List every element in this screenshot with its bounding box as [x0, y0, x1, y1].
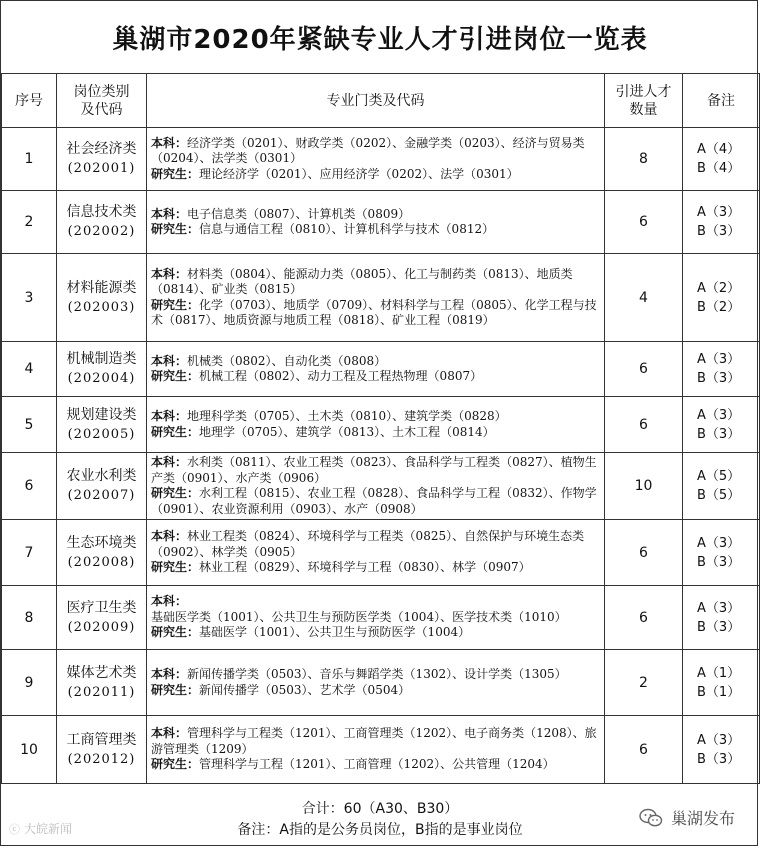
header-category-line1: 岗位类别: [73, 83, 130, 100]
row-majors: [147, 453, 605, 520]
undergrad-label: 本科：: [151, 529, 188, 544]
remark-b: B（3）: [697, 554, 741, 570]
remark-a: A（3）: [697, 732, 741, 748]
watermark-logo-icon: ⓒ: [9, 822, 20, 836]
row-remark: [683, 128, 760, 191]
header-seq: 序号: [2, 74, 57, 128]
page-title: 巢湖市2020年紧缺专业人才引进岗位一览表: [1, 1, 759, 74]
grad-label: 研究生：: [151, 369, 200, 383]
row-seq: 8: [2, 586, 57, 650]
undergrad-label: 本科：: [151, 594, 188, 609]
row-majors: [147, 397, 605, 453]
remark-a: A（4）: [697, 142, 741, 157]
grad-label: 研究生：: [151, 486, 200, 500]
remark-a: A（3）: [697, 352, 741, 367]
undergrad-line: [151, 354, 600, 370]
brand-name: 巢湖发布: [670, 809, 735, 828]
undergrad-majors: 地理科学类（0705）、土木类（0810）、建筑学类（0828）: [187, 409, 507, 423]
category-code: (202003): [67, 299, 136, 315]
row-majors: [147, 650, 605, 716]
row-count: 6: [605, 520, 683, 586]
row-count: 6: [605, 191, 683, 254]
grad-line: [151, 683, 600, 699]
undergrad-majors: 材料类（0804）、能源动力类（0805）、化工与制药类（0813）、地质类（0814）、矿业类（0815）: [151, 266, 573, 296]
grad-line: [151, 560, 600, 576]
undergrad-majors: 管理科学与工程类（1201）、工商管理类（1202）、电子商务类（1208）、旅游管理类（1209）: [151, 726, 597, 756]
category-name: 医疗卫生类: [66, 599, 137, 616]
grad-majors: 信息与通信工程（0810）、计算机科学与技术（0812）: [199, 222, 495, 236]
row-remark: [683, 254, 760, 342]
category-code: (202004): [67, 371, 136, 386]
remark-b: B（3）: [697, 751, 741, 767]
row-seq: 5: [2, 397, 57, 453]
category-code: (202005): [67, 426, 136, 442]
category-name: 机械制造类: [66, 351, 137, 367]
grad-line: [151, 757, 600, 773]
remark-a: A（3）: [697, 600, 741, 616]
row-majors: [147, 191, 605, 254]
row-count: 6: [605, 342, 683, 397]
row-remark: [683, 650, 760, 716]
row-count: 4: [605, 254, 683, 342]
grad-majors: 新闻传播学（0503）、艺术学（0504）: [199, 682, 411, 697]
header-majors: 专业门类及代码: [147, 74, 605, 128]
undergrad-label: 本科：: [151, 135, 188, 150]
category-code: (202008): [67, 554, 136, 570]
grad-line: [151, 486, 600, 517]
category-name: 工商管理类: [66, 731, 137, 748]
grad-label: 研究生：: [151, 222, 200, 236]
grad-majors: 基础医学（1001）、公共卫生与预防医学（1004）: [199, 625, 471, 640]
row-remark: [683, 716, 760, 784]
undergrad-line: [151, 409, 600, 425]
undergrad-label: 本科：: [151, 353, 188, 368]
grad-majors: 地理学（0705）、建筑学（0813）、土木工程（0814）: [199, 424, 495, 439]
row-seq: 4: [2, 342, 57, 397]
row-remark: [683, 191, 760, 254]
row-majors: [147, 586, 605, 650]
category-code: (202001): [67, 161, 136, 176]
category-code: (202002): [67, 224, 136, 239]
table-row: [2, 453, 760, 520]
category-code: (202011): [67, 684, 136, 700]
table-row: [2, 650, 760, 716]
grad-line: [151, 298, 600, 329]
row-seq: 3: [2, 254, 57, 342]
row-seq: 6: [2, 453, 57, 520]
row-seq: 2: [2, 191, 57, 254]
grad-label: 研究生：: [151, 682, 200, 697]
grad-label: 研究生：: [151, 625, 200, 640]
row-seq: 10: [2, 716, 57, 784]
undergrad-line: [151, 136, 600, 167]
remark-a: A（2）: [697, 280, 741, 296]
grad-label: 研究生：: [151, 166, 200, 181]
undergrad-majors: 水利类（0811）、农业工程类（0823）、食品科学与工程类（0827）、植物生产类（0901）、水产类（0906）: [151, 455, 597, 485]
row-category: [57, 650, 147, 716]
table-row: [2, 342, 760, 397]
category-name: 信息技术类: [66, 204, 137, 220]
row-count: 6: [605, 397, 683, 453]
row-count: 2: [605, 650, 683, 716]
undergrad-label: 本科：: [151, 455, 188, 469]
undergrad-label: 本科：: [151, 206, 188, 221]
undergrad-line: [151, 529, 600, 560]
grad-majors: 水利工程（0815）、农业工程（0828）、食品科学与工程（0832）、作物学（0901）、农业资源利用（0903）、水产（0908）: [151, 486, 597, 516]
brand-badge: [639, 806, 735, 829]
undergrad-label: 本科：: [151, 266, 188, 281]
remark-b: B（4）: [697, 161, 741, 176]
remark-a: A（3）: [697, 535, 741, 551]
row-category: [57, 716, 147, 784]
remark-a: A（1）: [697, 665, 741, 681]
grad-majors: 机械工程（0802）、动力工程及工程热物理（0807）: [199, 369, 483, 383]
row-category: [57, 342, 147, 397]
positions-table: [1, 73, 760, 784]
category-name: 农业水利类: [66, 468, 137, 484]
grad-line: [151, 625, 600, 641]
row-majors: [147, 254, 605, 342]
watermark: [9, 820, 72, 837]
undergrad-majors: 电子信息类（0807）、计算机类（0809）: [187, 206, 411, 221]
undergrad-label: 本科：: [151, 667, 188, 681]
table-row: [2, 716, 760, 784]
remark-b: B（5）: [697, 488, 741, 503]
remark-b: B（3）: [697, 426, 741, 442]
undergrad-line: [151, 726, 600, 757]
undergrad-majors: 林业工程类（0824）、环境科学与工程类（0825）、自然保护与环境生态类（0902）、林学类（0905）: [151, 529, 585, 559]
category-code: (202007): [67, 488, 136, 503]
row-category: [57, 128, 147, 191]
header-count-line1: 引进人才: [615, 83, 672, 100]
remark-b: B（3）: [697, 224, 741, 239]
row-count: 8: [605, 128, 683, 191]
table-footer: [1, 786, 759, 847]
row-majors: [147, 716, 605, 784]
undergrad-line: [151, 594, 600, 625]
undergrad-line: [151, 455, 600, 486]
table-row: [2, 520, 760, 586]
total-summary: 合计：60（A30、B30）: [301, 801, 459, 817]
watermark-text: 大皖新闻: [24, 822, 73, 836]
category-name: 生态环境类: [66, 534, 137, 551]
row-seq: 1: [2, 128, 57, 191]
row-category: [57, 586, 147, 650]
wechat-icon: [639, 808, 663, 828]
remark-a: A（5）: [697, 469, 741, 484]
undergrad-label: 本科：: [151, 409, 188, 423]
undergrad-line: [151, 667, 600, 683]
header-count: [605, 74, 683, 128]
grad-line: [151, 167, 600, 183]
row-count: 10: [605, 453, 683, 520]
row-category: [57, 254, 147, 342]
table-body: [2, 128, 760, 784]
remark-b: B（3）: [697, 371, 741, 386]
footer-note: 备注：A指的是公务员岗位，B指的是事业岗位: [237, 822, 523, 838]
remark-a: A（3）: [697, 205, 741, 220]
table-row: [2, 128, 760, 191]
category-code: (202009): [67, 619, 136, 635]
table-row: [2, 191, 760, 254]
remark-b: B（1）: [697, 684, 741, 700]
row-remark: [683, 397, 760, 453]
header-remark: 备注: [683, 74, 760, 128]
table-header-row: [2, 74, 760, 128]
grad-majors: 林业工程（0829）、环境科学与工程（0830）、林学（0907）: [199, 560, 531, 575]
grad-majors: 化学（0703）、地质学（0709）、材料科学与工程（0805）、化学工程与技术（0817）、地质资源与地质工程（0818）、矿业工程（0819）: [151, 297, 597, 327]
category-name: 媒体艺术类: [66, 664, 137, 681]
category-name: 规划建设类: [66, 406, 137, 423]
row-remark: [683, 453, 760, 520]
table-row: [2, 254, 760, 342]
grad-line: [151, 369, 600, 385]
category-code: (202012): [67, 751, 136, 767]
row-majors: [147, 128, 605, 191]
undergrad-majors: 基础医学类（1001）、公共卫生与预防医学类（1004）、医学技术类（1010）: [151, 609, 567, 624]
header-category-line2: 及代码: [80, 101, 123, 118]
grad-line: [151, 425, 600, 441]
grad-line: [151, 222, 600, 238]
undergrad-line: [151, 267, 600, 298]
category-name: 社会经济类: [66, 141, 137, 157]
undergrad-label: 本科：: [151, 726, 188, 741]
grad-label: 研究生：: [151, 297, 200, 312]
undergrad-majors: 新闻传播学类（0503）、音乐与舞蹈学类（1302）、设计学类（1305）: [187, 667, 567, 681]
row-majors: [147, 342, 605, 397]
row-count: 6: [605, 716, 683, 784]
table-row: [2, 586, 760, 650]
grad-label: 研究生：: [151, 424, 200, 439]
row-remark: [683, 342, 760, 397]
category-name: 材料能源类: [66, 279, 137, 296]
row-seq: 7: [2, 520, 57, 586]
row-remark: [683, 586, 760, 650]
grad-label: 研究生：: [151, 560, 200, 575]
undergrad-majors: 经济学类（0201）、财政学类（0202）、金融学类（0203）、经济与贸易类（0204）、法学类（0301）: [151, 135, 585, 166]
header-category: [57, 74, 147, 128]
row-category: [57, 453, 147, 520]
row-remark: [683, 520, 760, 586]
row-seq: 9: [2, 650, 57, 716]
grad-majors: 理论经济学（0201）、应用经济学（0202）、法学（0301）: [199, 166, 519, 181]
row-count: 6: [605, 586, 683, 650]
undergrad-majors: 机械类（0802）、自动化类（0808）: [187, 353, 387, 368]
undergrad-line: [151, 207, 600, 223]
row-category: [57, 520, 147, 586]
grad-majors: 管理科学与工程（1201）、工商管理（1202）、公共管理（1204）: [199, 757, 555, 772]
row-majors: [147, 520, 605, 586]
header-count-line2: 数量: [629, 101, 658, 118]
row-category: [57, 191, 147, 254]
remark-b: B（3）: [697, 619, 741, 635]
remark-a: A（3）: [697, 407, 741, 423]
row-category: [57, 397, 147, 453]
grad-label: 研究生：: [151, 757, 200, 772]
table-row: [2, 397, 760, 453]
remark-b: B（2）: [697, 299, 741, 315]
